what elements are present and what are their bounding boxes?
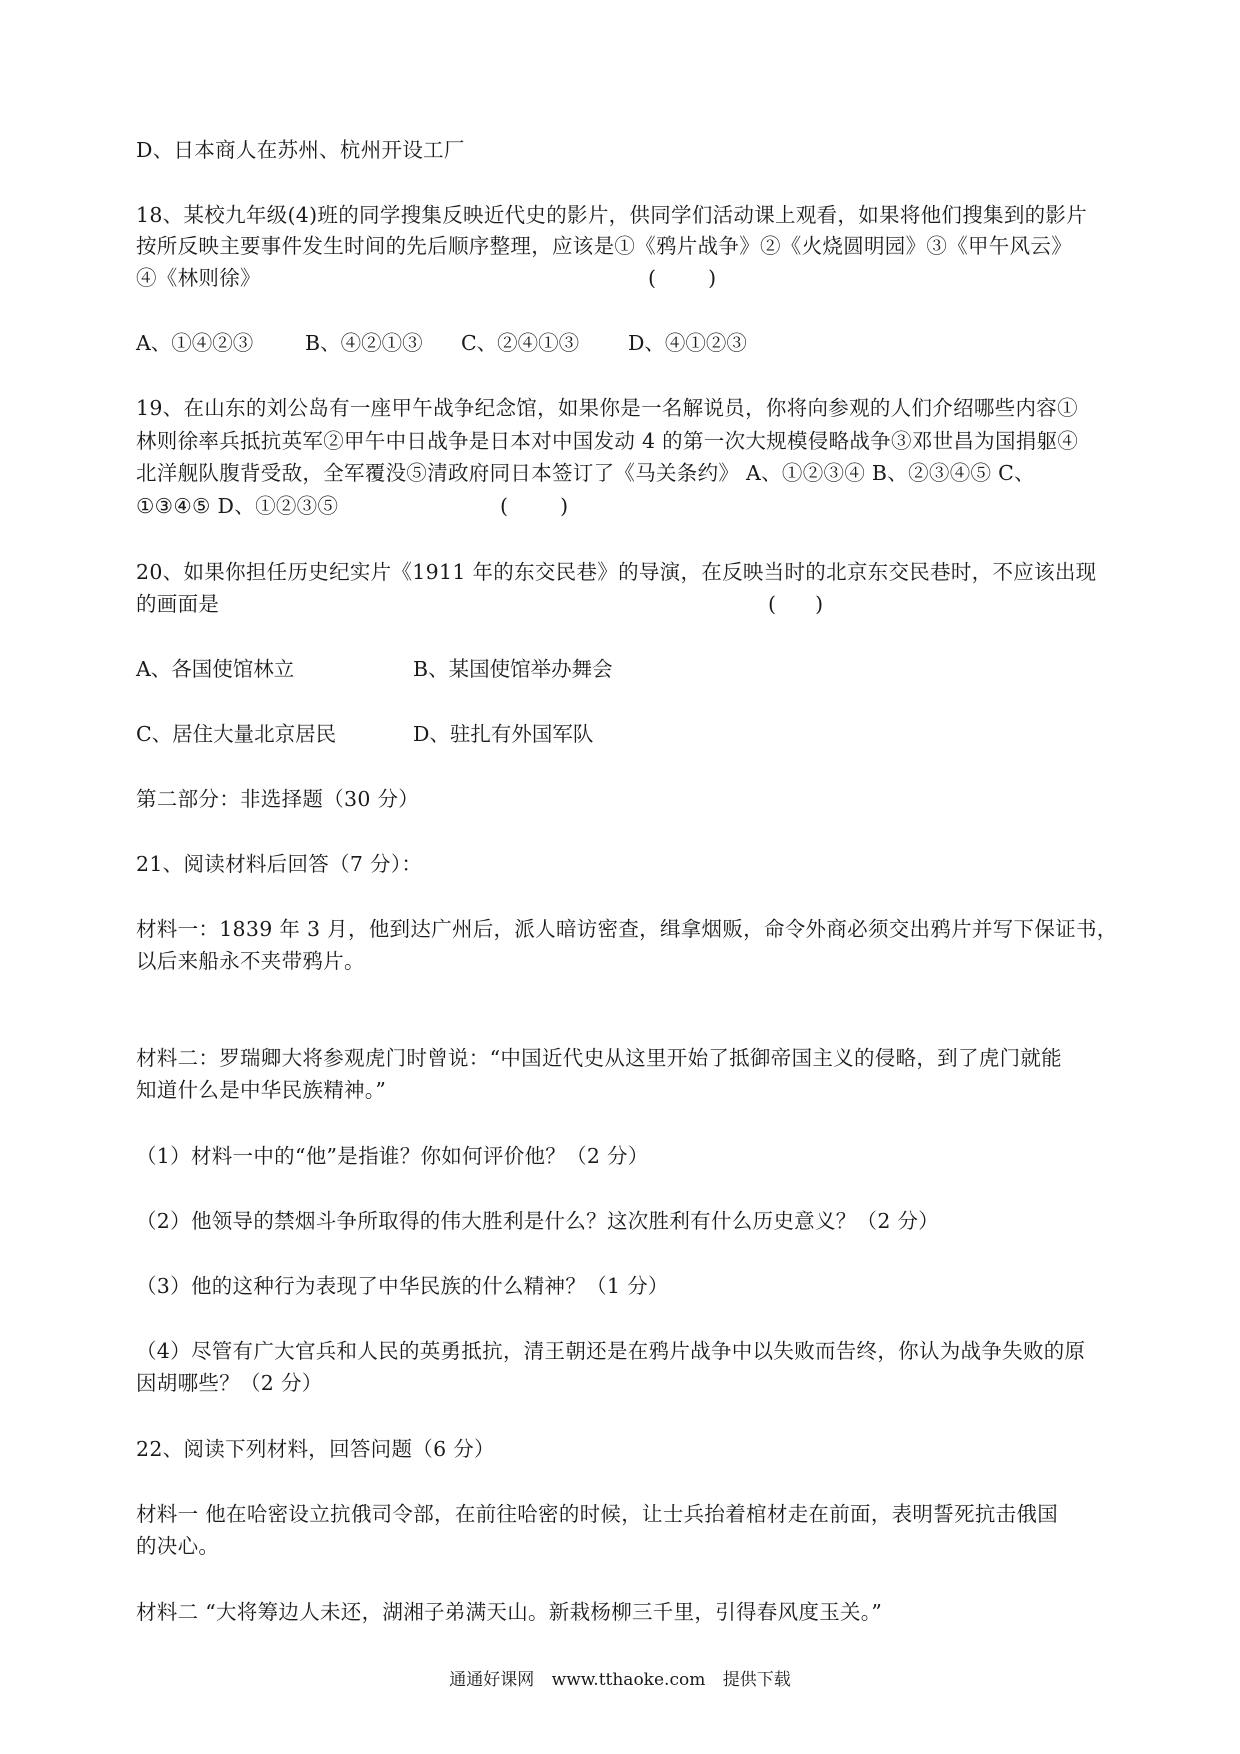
q19-answer-blank: ( ) <box>500 494 569 518</box>
q18-text-line1: 18、某校九年级(4)班的同学搜集反映近代史的影片，供同学们活动课上观看，如果将他们搜集到的影片 <box>136 203 1088 227</box>
q18-option-b: B、④②①③ <box>305 331 423 355</box>
q19-text-line3: 北洋舰队腹背受敌，全军覆没⑤清政府同日本签订了《马关条约》 A、①②③④ B、②③④⑤ C、 <box>136 461 1035 485</box>
q21-subquestion-4-line1: （4）尽管有广大官兵和人民的英勇抵抗，清王朝还是在鸦片战争中以失败而告终，你认为战争失败的原 <box>136 1339 1086 1363</box>
q18-text-line3: ④《林则徐》 <box>136 266 261 290</box>
footer-site-name: 通通好课网 <box>449 1670 535 1690</box>
q18-answer-blank: ( ) <box>648 266 717 290</box>
q20-option-c: C、居住大量北京居民 <box>136 722 337 746</box>
q21-subquestion-3: （3）他的这种行为表现了中华民族的什么精神？（1 分） <box>136 1274 669 1298</box>
q21-subquestion-4-line2: 因胡哪些？（2 分） <box>136 1371 323 1395</box>
q22-material1-line2: 的决心。 <box>136 1534 220 1558</box>
q21-subquestion-2: （2）他领导的禁烟斗争所取得的伟大胜利是什么？这次胜利有什么历史意义？（2 分） <box>136 1209 940 1233</box>
q17-option-d: D、日本商人在苏州、杭州开设工厂 <box>136 138 465 162</box>
q18-option-d: D、④①②③ <box>628 331 747 355</box>
page-footer <box>0 1668 1240 1692</box>
q18-text-line2: 按所反映主要事件发生时间的先后顺序整理，应该是①《鸦片战争》②《火烧圆明园》③《甲午风云》 <box>136 234 1072 258</box>
q21-material1-line1: 材料一：1839 年 3 月，他到达广州后，派人暗访密查，缉拿烟贩，命令外商必须交出鸦片并写下保证书， <box>136 917 1118 941</box>
q22-material1-line1: 材料一 他在哈密设立抗俄司令部，在前往哈密的时候，让士兵抬着棺材走在前面，表明誓死抗击俄国 <box>136 1502 1059 1526</box>
q21-material2-line1: 材料二：罗瑞卿大将参观虎门时曾说：“中国近代史从这里开始了抵御帝国主义的侵略，到了虎门就能 <box>136 1046 1062 1070</box>
q18-option-a: A、①④②③ <box>136 331 254 355</box>
footer-note: 提供下载 <box>722 1670 791 1690</box>
footer-url[interactable]: www.tthaoke.com <box>551 1670 706 1690</box>
q22-title: 22、阅读下列材料，回答问题（6 分） <box>136 1437 495 1461</box>
q21-title: 21、阅读材料后回答（7 分）： <box>136 852 423 876</box>
q20-text-line1: 20、如果你担任历史纪实片《1911 年的东交民巷》的导演，在反映当时的北京东交民巷时，不应该出现 <box>136 560 1097 584</box>
q20-option-d: D、驻扎有外国军队 <box>413 722 594 746</box>
q20-answer-blank: ( ) <box>768 592 824 616</box>
part2-heading: 第二部分：非选择题（30 分） <box>136 787 420 811</box>
q21-material1-line2: 以后来船永不夹带鸦片。 <box>136 949 365 973</box>
q19-text-line2: 林则徐率兵抵抗英军②甲午中日战争是日本对中国发动 4 的第一次大规模侵略战争③邓世昌为国捐躯④ <box>136 429 1079 453</box>
q19-text-line1: 19、在山东的刘公岛有一座甲午战争纪念馆，如果你是一名解说员，你将向参观的人们介绍哪些内容① <box>136 396 1078 420</box>
q19-text-line4: ①③④⑤ D、①②③⑤ <box>136 494 339 518</box>
q18-option-c: C、②④①③ <box>461 331 580 355</box>
q21-material2-line2: 知道什么是中华民族精神。” <box>136 1078 387 1102</box>
q20-text-line2: 的画面是 <box>136 592 220 616</box>
q22-material2-line1: 材料二 “大将筹边人未还，湖湘子弟满天山。新栽杨柳三千里，引得春风度玉关。” <box>136 1600 883 1624</box>
q20-option-b: B、某国使馆举办舞会 <box>413 657 613 681</box>
q21-subquestion-1: （1）材料一中的“他”是指谁？你如何评价他？（2 分） <box>136 1144 649 1168</box>
q20-option-a: A、各国使馆林立 <box>136 657 295 681</box>
